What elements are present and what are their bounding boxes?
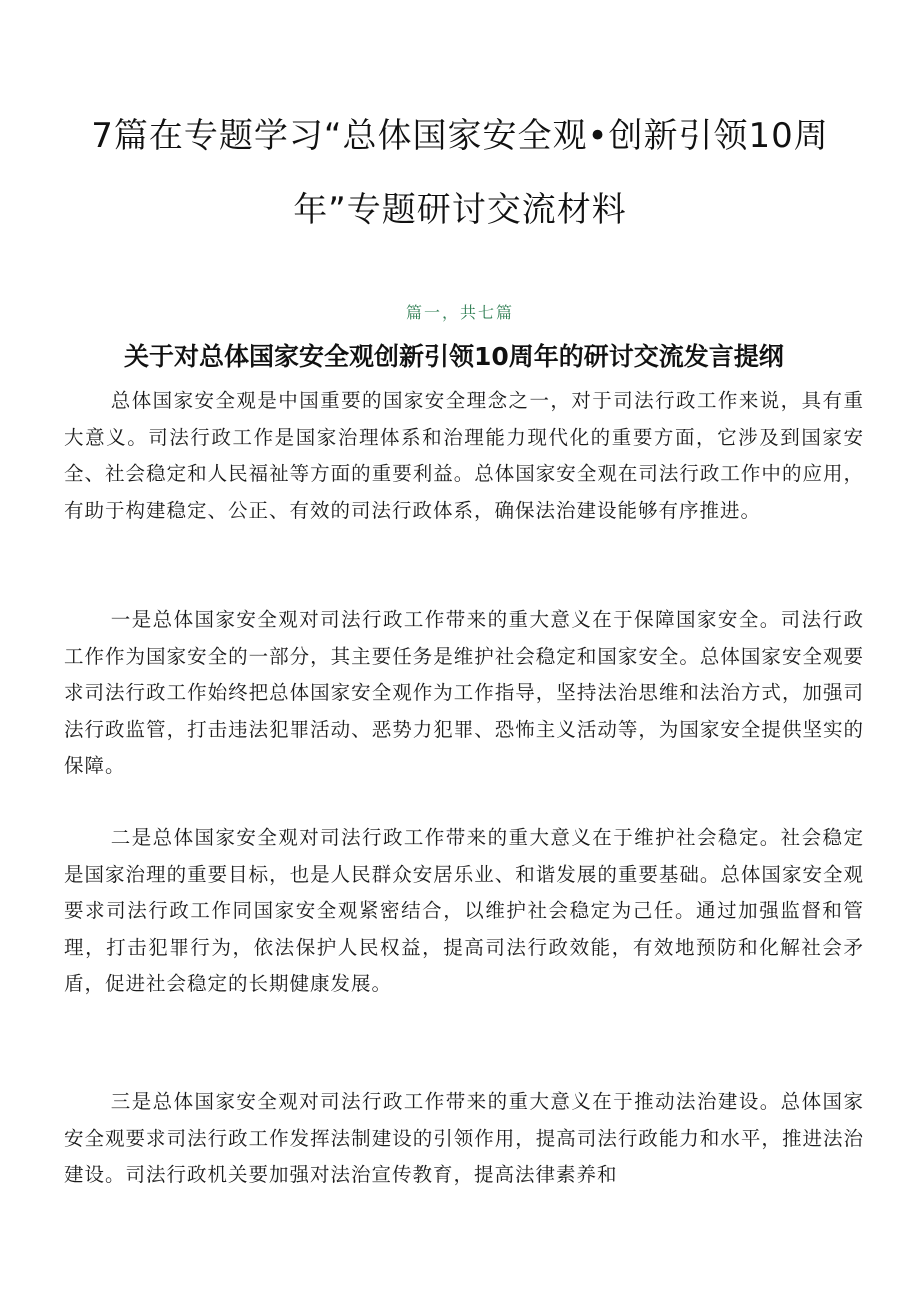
document-title-line-1: 7篇在专题学习“总体国家安全观•创新引领10周 (91, 116, 829, 156)
paragraph-point-one: 一是总体国家安全观对司法行政工作带来的重大意义在于保障国家安全。司法行政工作作为国家安全的一部分，其主要任务是维护社会稳定和国家安全。总体国家安全观要求司法行政工作始终把总体国家安全观作为工作指导，坚持法治思维和法治方式，加强司法行政监管，打击违法犯罪活动、恶势力犯罪、恐怖主义活动等，为国家安全提供坚实的保障。 (64, 608, 864, 777)
document-title-line-2: 年”专题研讨交流材料 (293, 190, 627, 230)
paragraph-intro: 总体国家安全观是中国重要的国家安全理念之一，对于司法行政工作来说，具有重大意义。司法行政工作是国家治理体系和治理能力现代化的重要方面，它涉及到国家安全、社会稳定和人民福祉等方面的重要利益。总体国家安全观在司法行政工作中的应用，有助于构建稳定、公正、有效的司法行政体系，确保法治建设能够有序推进。 (64, 389, 864, 522)
paragraph-point-two: 二是总体国家安全观对司法行政工作带来的重大意义在于维护社会稳定。社会稳定是国家治理的重要目标，也是人民群众安居乐业、和谐发展的重要基础。总体国家安全观要求司法行政工作同国家安全观紧密结合，以维护社会稳定为己任。通过加强监督和管理，打击犯罪行为，依法保护人民权益，提高司法行政效能，有效地预防和化解社会矛盾，促进社会稳定的长期健康发展。 (64, 826, 864, 995)
paragraph-point-three: 三是总体国家安全观对司法行政工作带来的重大意义在于推动法治建设。总体国家安全观要求司法行政工作发挥法制建设的引领作用，提高司法行政能力和水平，推进法治建设。司法行政机关要加强对法治宣传教育，提高法律素养和 (64, 1090, 864, 1186)
section-label: 篇一，共七篇 (405, 303, 514, 322)
section-subtitle: 关于对总体国家安全观创新引领10周年的研讨交流发言提纲 (124, 342, 784, 371)
